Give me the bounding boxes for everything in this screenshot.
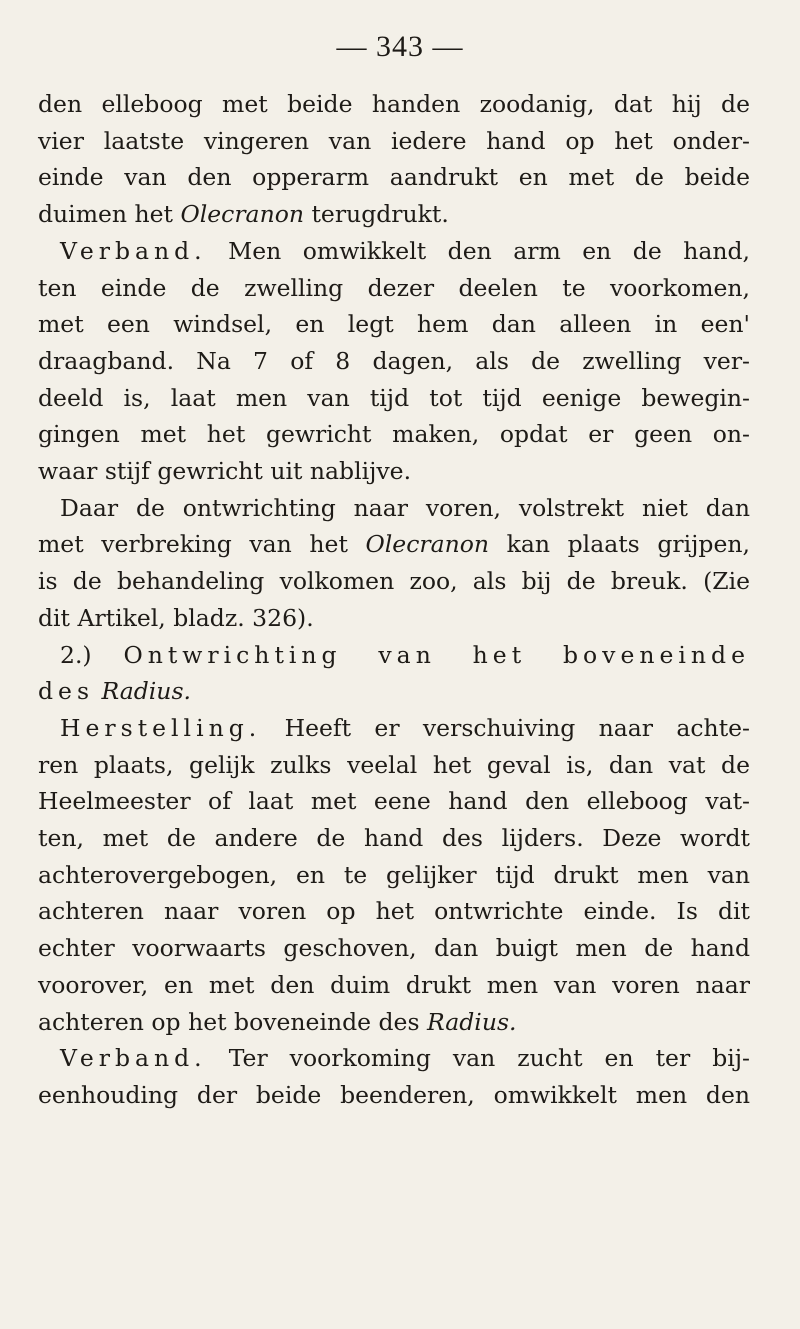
text-line: achterovergebogen, en te gelijker tijd drukt men van (38, 860, 750, 889)
text-span: achteren op het boveneinde des (38, 1007, 420, 1036)
italic-term: Radius. (427, 1007, 517, 1036)
text-line: met een windsel, en legt hem dan alleen in een' (38, 310, 750, 339)
text-line (38, 1004, 750, 1041)
text-line: ten, met de andere de hand des lijders. Deze wordt (38, 824, 750, 853)
text-line: is de behandeling volkomen zoo, als bij de breuk. (Zie (38, 567, 750, 596)
italic-term: Olecranon (365, 530, 490, 559)
text-line: den elleboog met beide handen zoodanig, dat hij de (38, 90, 750, 118)
text-line (38, 233, 750, 270)
section-number: 2.) (60, 640, 92, 669)
text-line (38, 710, 750, 747)
heading-text: des (38, 677, 95, 706)
section-heading-cont (38, 673, 750, 710)
section-label: Verband. (60, 236, 207, 265)
section-label: Herstelling. (60, 713, 262, 742)
text-span: met verbreking van het (38, 530, 348, 559)
section-label: Verband. (60, 1044, 207, 1073)
text-span: duimen het (38, 200, 173, 229)
text-line: einde van den opperarm aandrukt en met de beide (38, 163, 750, 192)
text-line: Heelmeester of laat met eene hand den elleboog vat- (38, 787, 750, 816)
text-line: eenhouding der beide beenderen, omwikkelt men den (38, 1080, 750, 1109)
text-span: terugdrukt. (311, 200, 449, 229)
text-span: Ter voorkoming van zucht en ter bij- (228, 1044, 750, 1073)
italic-term: Radius. (101, 677, 191, 706)
text-line: vier laatste vingeren van iedere hand op het onder- (38, 126, 750, 155)
text-line: ren plaats, gelijk zulks veelal het geval is, dan vat de (38, 750, 750, 779)
text-line: waar stijf gewricht uit nablijve. (38, 457, 412, 486)
text-line: achteren naar voren op het ontwrichte einde. Is dit (38, 897, 750, 926)
text-span: Heeft er verschuiving naar achte- (284, 713, 750, 742)
text-line: ten einde de zwelling dezer deelen te voorkomen, (38, 273, 750, 302)
heading-text: Ontwrichting van het boveneinde (123, 640, 750, 669)
text-span: kan plaats grijpen, (506, 530, 750, 559)
body-text (38, 86, 750, 1114)
text-line: dit Artikel, bladz. 326). (38, 603, 314, 632)
text-line: voorover, en met den duim drukt men van voren naar (38, 970, 750, 999)
text-line: Daar de ontwrichting naar voren, volstrekt niet dan (60, 493, 750, 522)
italic-term: Olecranon (180, 200, 304, 229)
section-heading (38, 637, 750, 674)
text-line (38, 526, 750, 563)
page-number: — 343 — (336, 30, 464, 63)
text-line (38, 196, 750, 233)
text-line: draagband. Na 7 of 8 dagen, als de zwelling ver- (38, 346, 750, 375)
text-line: gingen met het gewricht maken, opdat er geen on- (38, 420, 750, 449)
text-line (38, 1040, 750, 1077)
text-span: Men omwikkelt den arm en de hand, (228, 236, 750, 265)
text-line: deeld is, laat men van tijd tot tijd eenige bewegin- (38, 383, 750, 412)
text-line: echter voorwaarts geschoven, dan buigt men de hand (38, 934, 750, 963)
